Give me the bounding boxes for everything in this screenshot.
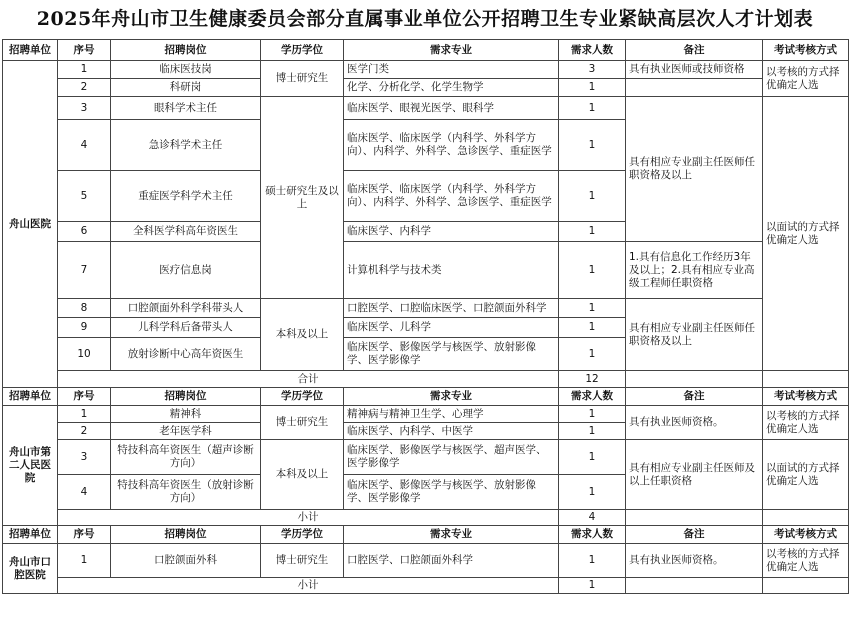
header-remark: 备注 bbox=[626, 388, 763, 406]
row-edu: 硕士研究生及以上 bbox=[261, 97, 344, 299]
row-major: 临床医学、影像医学与核医学、放射影像学、医学影像学 bbox=[344, 475, 559, 510]
row-remark: 具有执业医师资格。 bbox=[626, 544, 763, 578]
row-count: 1 bbox=[559, 475, 626, 510]
row-position: 儿科学科后备带头人 bbox=[111, 318, 261, 338]
header-count: 需求人数 bbox=[559, 526, 626, 544]
empty-cell bbox=[763, 578, 849, 594]
row-count: 1 bbox=[559, 222, 626, 242]
table-row bbox=[3, 406, 849, 423]
row-no: 9 bbox=[58, 318, 111, 338]
table-row bbox=[3, 242, 849, 299]
row-position: 老年医学科 bbox=[111, 423, 261, 440]
header-no: 序号 bbox=[58, 388, 111, 406]
row-position: 精神科 bbox=[111, 406, 261, 423]
recruitment-plan-table bbox=[2, 39, 849, 594]
row-method: 以考核的方式择优确定人选 bbox=[763, 61, 849, 97]
row-remark: 具有执业医师或技师资格 bbox=[626, 61, 763, 79]
row-count: 1 bbox=[559, 242, 626, 299]
row-major: 口腔医学、口腔颌面外科学 bbox=[344, 544, 559, 578]
row-position: 医疗信息岗 bbox=[111, 242, 261, 299]
unit-cell: 舟山市第二人民医院 bbox=[3, 406, 58, 526]
row-count: 1 bbox=[559, 406, 626, 423]
empty-cell bbox=[763, 510, 849, 526]
row-count: 1 bbox=[559, 338, 626, 371]
empty-cell bbox=[763, 371, 849, 388]
total-row bbox=[3, 371, 849, 388]
empty-cell bbox=[626, 510, 763, 526]
row-no: 1 bbox=[58, 406, 111, 423]
row-count: 3 bbox=[559, 61, 626, 79]
header-no: 序号 bbox=[58, 40, 111, 61]
total-value: 12 bbox=[559, 371, 626, 388]
header-remark: 备注 bbox=[626, 40, 763, 61]
table-row bbox=[3, 61, 849, 79]
row-no: 8 bbox=[58, 299, 111, 318]
row-no: 10 bbox=[58, 338, 111, 371]
header-major: 需求专业 bbox=[344, 526, 559, 544]
page-title: 2025年舟山市卫生健康委员会部分直属事业单位公开招聘卫生专业紧缺高层次人才计划表 bbox=[36, 8, 814, 30]
row-position: 眼科学术主任 bbox=[111, 97, 261, 120]
header-no: 序号 bbox=[58, 526, 111, 544]
row-no: 3 bbox=[58, 440, 111, 475]
row-no: 1 bbox=[58, 544, 111, 578]
row-position: 特技科高年资医生（放射诊断方向） bbox=[111, 475, 261, 510]
row-major: 计算机科学与技术类 bbox=[344, 242, 559, 299]
table-row bbox=[3, 440, 849, 475]
row-major: 临床医学、临床医学（内科学、外科学方向）、内科学、外科学、急诊医学、重症医学 bbox=[344, 171, 559, 222]
table-header-row bbox=[3, 526, 849, 544]
header-method: 考试考核方式 bbox=[763, 40, 849, 61]
row-remark: 具有相应专业副主任医师任职资格及以上 bbox=[626, 299, 763, 371]
row-no: 7 bbox=[58, 242, 111, 299]
row-position: 重症医学科学术主任 bbox=[111, 171, 261, 222]
header-unit: 招聘单位 bbox=[3, 388, 58, 406]
row-position: 特技科高年资医生（超声诊断方向） bbox=[111, 440, 261, 475]
table-header-row bbox=[3, 388, 849, 406]
header-edu: 学历学位 bbox=[261, 388, 344, 406]
table-header-row bbox=[3, 40, 849, 61]
subtotal-row bbox=[3, 510, 849, 526]
header-edu: 学历学位 bbox=[261, 40, 344, 61]
subtotal-row bbox=[3, 578, 849, 594]
row-count: 1 bbox=[559, 171, 626, 222]
unit-cell: 舟山医院 bbox=[3, 61, 58, 388]
subtotal-value: 4 bbox=[559, 510, 626, 526]
row-major: 化学、分析化学、化学生物学 bbox=[344, 79, 559, 97]
row-edu: 本科及以上 bbox=[261, 299, 344, 371]
row-major: 医学门类 bbox=[344, 61, 559, 79]
row-no: 2 bbox=[58, 79, 111, 97]
header-major: 需求专业 bbox=[344, 388, 559, 406]
header-unit: 招聘单位 bbox=[3, 40, 58, 61]
row-count: 1 bbox=[559, 79, 626, 97]
header-unit: 招聘单位 bbox=[3, 526, 58, 544]
table-row bbox=[3, 79, 849, 97]
row-major: 临床医学、内科学、中医学 bbox=[344, 423, 559, 440]
row-position: 全科医学科高年资医生 bbox=[111, 222, 261, 242]
row-edu: 博士研究生 bbox=[261, 61, 344, 97]
header-remark: 备注 bbox=[626, 526, 763, 544]
row-remark: 具有相应专业副主任医师任职资格及以上 bbox=[626, 97, 763, 242]
row-edu: 博士研究生 bbox=[261, 406, 344, 440]
row-count: 1 bbox=[559, 318, 626, 338]
total-label: 合计 bbox=[58, 371, 559, 388]
row-edu: 本科及以上 bbox=[261, 440, 344, 510]
row-method: 以考核的方式择优确定人选 bbox=[763, 544, 849, 578]
row-remark: 具有相应专业副主任医师及以上任职资格 bbox=[626, 440, 763, 510]
row-position: 口腔颌面外科学科带头人 bbox=[111, 299, 261, 318]
row-major: 临床医学、临床医学（内科学、外科学方向）、内科学、外科学、急诊医学、重症医学 bbox=[344, 120, 559, 171]
header-edu: 学历学位 bbox=[261, 526, 344, 544]
subtotal-label: 小计 bbox=[58, 578, 559, 594]
row-method: 以面试的方式择优确定人选 bbox=[763, 440, 849, 510]
row-major: 临床医学、影像医学与核医学、放射影像学、医学影像学 bbox=[344, 338, 559, 371]
header-position: 招聘岗位 bbox=[111, 40, 261, 61]
empty-cell bbox=[626, 371, 763, 388]
row-count: 1 bbox=[559, 97, 626, 120]
row-major: 精神病与精神卫生学、心理学 bbox=[344, 406, 559, 423]
row-remark: 具有执业医师资格。 bbox=[626, 406, 763, 440]
row-position: 放射诊断中心高年资医生 bbox=[111, 338, 261, 371]
row-method: 以面试的方式择优确定人选 bbox=[763, 97, 849, 371]
row-count: 1 bbox=[559, 423, 626, 440]
row-remark: 1.具有信息化工作经历3年及以上；2.具有相应专业高级工程师任职资格 bbox=[626, 242, 763, 299]
row-count: 1 bbox=[559, 299, 626, 318]
row-major: 临床医学、眼视光医学、眼科学 bbox=[344, 97, 559, 120]
row-position: 科研岗 bbox=[111, 79, 261, 97]
header-method: 考试考核方式 bbox=[763, 526, 849, 544]
header-major: 需求专业 bbox=[344, 40, 559, 61]
row-major: 临床医学、内科学 bbox=[344, 222, 559, 242]
row-edu: 博士研究生 bbox=[261, 544, 344, 578]
row-method: 以考核的方式择优确定人选 bbox=[763, 406, 849, 440]
subtotal-value: 1 bbox=[559, 578, 626, 594]
row-no: 2 bbox=[58, 423, 111, 440]
unit-cell: 舟山市口腔医院 bbox=[3, 544, 58, 594]
table-row bbox=[3, 544, 849, 578]
row-major: 临床医学、影像医学与核医学、超声医学、医学影像学 bbox=[344, 440, 559, 475]
header-method: 考试考核方式 bbox=[763, 388, 849, 406]
row-position: 急诊科学术主任 bbox=[111, 120, 261, 171]
row-major: 口腔医学、口腔临床医学、口腔颌面外科学 bbox=[344, 299, 559, 318]
row-no: 3 bbox=[58, 97, 111, 120]
row-no: 4 bbox=[58, 120, 111, 171]
subtotal-label: 小计 bbox=[58, 510, 559, 526]
row-count: 1 bbox=[559, 120, 626, 171]
row-count: 1 bbox=[559, 440, 626, 475]
row-no: 5 bbox=[58, 171, 111, 222]
header-count: 需求人数 bbox=[559, 40, 626, 61]
table-row bbox=[3, 97, 849, 120]
header-position: 招聘岗位 bbox=[111, 388, 261, 406]
row-count: 1 bbox=[559, 544, 626, 578]
table-row bbox=[3, 299, 849, 318]
row-no: 6 bbox=[58, 222, 111, 242]
row-major: 临床医学、儿科学 bbox=[344, 318, 559, 338]
row-position: 口腔颌面外科 bbox=[111, 544, 261, 578]
row-no: 1 bbox=[58, 61, 111, 79]
header-count: 需求人数 bbox=[559, 388, 626, 406]
row-position: 临床医技岗 bbox=[111, 61, 261, 79]
empty-cell bbox=[626, 578, 763, 594]
header-position: 招聘岗位 bbox=[111, 526, 261, 544]
row-no: 4 bbox=[58, 475, 111, 510]
row-remark-empty bbox=[626, 79, 763, 97]
